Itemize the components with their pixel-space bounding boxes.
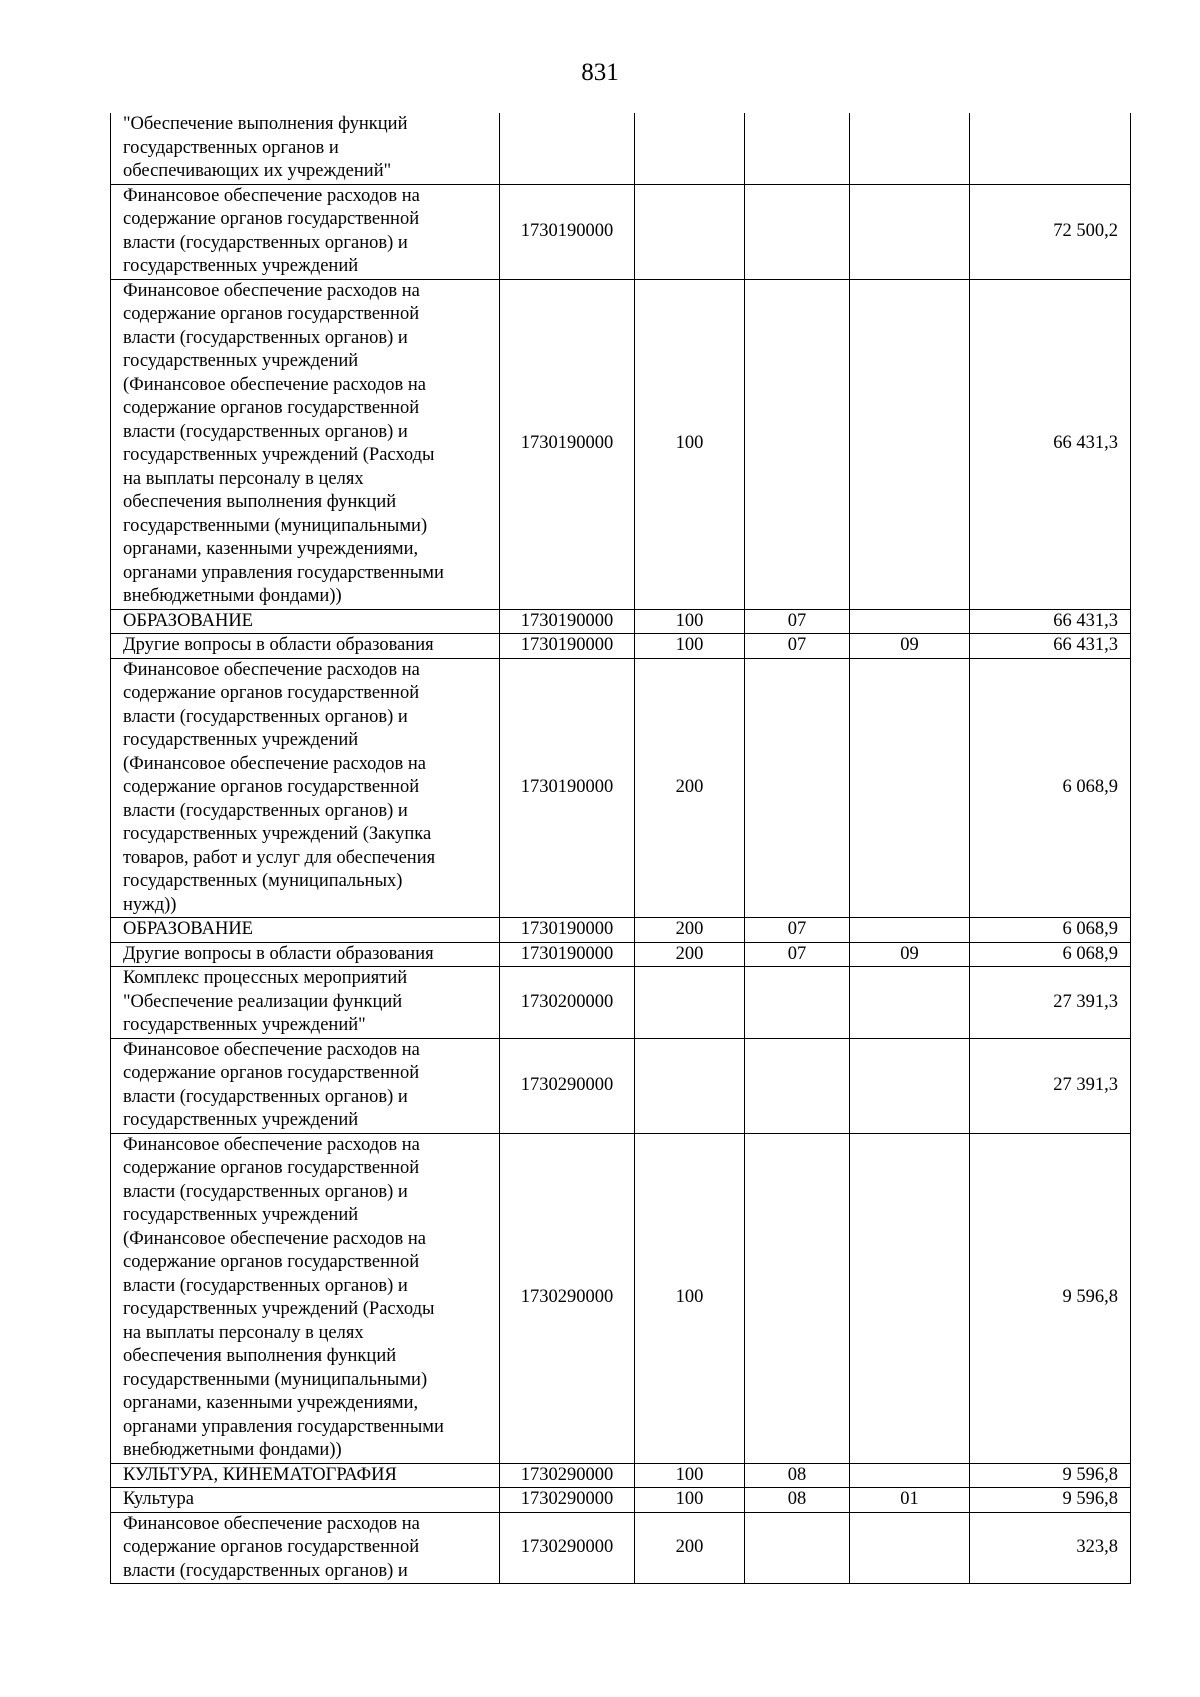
amount-cell: 9 596,8 [970,1488,1131,1513]
table-row [111,1488,1131,1513]
section-cell: 07 [745,634,850,659]
row-name-cell: "Обеспечение выполнения функций государственных органов и обеспечивающих их учреждений" [111,113,500,184]
expense-type-cell: 200 [635,918,745,943]
subsection-cell [850,1133,970,1463]
csr-code-cell: 1730190000 [500,184,635,279]
row-name-cell: ОБРАЗОВАНИЕ [111,918,500,943]
amount-cell: 27 391,3 [970,967,1131,1039]
table-row [111,279,1131,609]
subsection-cell: 09 [850,634,970,659]
expense-type-cell [635,113,745,184]
section-cell: 07 [745,609,850,634]
section-cell [745,279,850,609]
table-row [111,967,1131,1039]
subsection-cell: 01 [850,1488,970,1513]
row-name-cell: Другие вопросы в области образования [111,634,500,659]
csr-code-cell: 1730190000 [500,609,635,634]
expense-type-cell: 100 [635,279,745,609]
table-row [111,1512,1131,1584]
csr-code-cell: 1730190000 [500,634,635,659]
section-cell: 08 [745,1463,850,1488]
row-name-cell: КУЛЬТУРА, КИНЕМАТОГРАФИЯ [111,1463,500,1488]
csr-code-cell: 1730290000 [500,1512,635,1584]
section-cell: 07 [745,942,850,967]
row-name-cell: Финансовое обеспечение расходов на содержание органов государственной власти (государственных органов) и государственных учреждений (Финансовое обеспечение расходов на содержание органов государственной власти (государственных органов) и государственных учреждений (Расходы на выплаты персоналу в целях обеспечения выполнения функций государственными (муниципальными) органами, казенными учреждениями, органами управления государственными внебюджетными фондами)) [111,279,500,609]
table-row [111,113,1131,184]
amount-cell: 72 500,2 [970,184,1131,279]
budget-table [110,113,1131,1584]
row-name-cell: Комплекс процессных мероприятий "Обеспечение реализации функций государственных учреждений" [111,967,500,1039]
amount-cell: 6 068,9 [970,942,1131,967]
expense-type-cell: 200 [635,1512,745,1584]
table-row [111,942,1131,967]
subsection-cell [850,1463,970,1488]
subsection-cell [850,967,970,1039]
expense-type-cell [635,967,745,1039]
section-cell [745,1512,850,1584]
row-name-cell: Финансовое обеспечение расходов на содержание органов государственной власти (государственных органов) и государственных учреждений [111,184,500,279]
subsection-cell: 09 [850,942,970,967]
budget-table-body [111,113,1131,1584]
amount-cell [970,113,1131,184]
table-row [111,918,1131,943]
row-name-cell: Финансовое обеспечение расходов на содержание органов государственной власти (государственных органов) и государственных учреждений [111,1038,500,1133]
section-cell [745,658,850,918]
expense-type-cell: 100 [635,1133,745,1463]
amount-cell: 9 596,8 [970,1463,1131,1488]
csr-code-cell: 1730190000 [500,658,635,918]
page-number: 831 [581,59,619,86]
table-row [111,609,1131,634]
subsection-cell [850,609,970,634]
amount-cell: 66 431,3 [970,279,1131,609]
row-name-cell: ОБРАЗОВАНИЕ [111,609,500,634]
subsection-cell [850,1512,970,1584]
table-row [111,634,1131,659]
table-row [111,1038,1131,1133]
csr-code-cell: 1730200000 [500,967,635,1039]
amount-cell: 66 431,3 [970,634,1131,659]
subsection-cell [850,1038,970,1133]
csr-code-cell: 1730290000 [500,1463,635,1488]
expense-type-cell: 200 [635,942,745,967]
section-cell [745,1038,850,1133]
table-row [111,1133,1131,1463]
table-row [111,184,1131,279]
amount-cell: 6 068,9 [970,918,1131,943]
csr-code-cell: 1730190000 [500,918,635,943]
subsection-cell [850,279,970,609]
row-name-cell: Финансовое обеспечение расходов на содержание органов государственной власти (государственных органов) и [111,1512,500,1584]
section-cell: 08 [745,1488,850,1513]
expense-type-cell: 100 [635,1488,745,1513]
subsection-cell [850,918,970,943]
row-name-cell: Культура [111,1488,500,1513]
csr-code-cell: 1730190000 [500,279,635,609]
section-cell [745,113,850,184]
expense-type-cell [635,184,745,279]
row-name-cell: Финансовое обеспечение расходов на содержание органов государственной власти (государственных органов) и государственных учреждений (Финансовое обеспечение расходов на содержание органов государственной власти (государственных органов) и государственных учреждений (Расходы на выплаты персоналу в целях обеспечения выполнения функций государственными (муниципальными) органами, казенными учреждениями, органами управления государственными внебюджетными фондами)) [111,1133,500,1463]
section-cell [745,967,850,1039]
amount-cell: 323,8 [970,1512,1131,1584]
expense-type-cell: 200 [635,658,745,918]
expense-type-cell: 100 [635,609,745,634]
csr-code-cell: 1730290000 [500,1133,635,1463]
subsection-cell [850,184,970,279]
amount-cell: 9 596,8 [970,1133,1131,1463]
subsection-cell [850,658,970,918]
expense-type-cell [635,1038,745,1133]
section-cell [745,1133,850,1463]
row-name-cell: Другие вопросы в области образования [111,942,500,967]
subsection-cell [850,113,970,184]
amount-cell: 27 391,3 [970,1038,1131,1133]
expense-type-cell: 100 [635,1463,745,1488]
csr-code-cell [500,113,635,184]
csr-code-cell: 1730190000 [500,942,635,967]
expense-type-cell: 100 [635,634,745,659]
amount-cell: 6 068,9 [970,658,1131,918]
table-row [111,1463,1131,1488]
csr-code-cell: 1730290000 [500,1488,635,1513]
section-cell: 07 [745,918,850,943]
table-row [111,658,1131,918]
amount-cell: 66 431,3 [970,609,1131,634]
csr-code-cell: 1730290000 [500,1038,635,1133]
section-cell [745,184,850,279]
row-name-cell: Финансовое обеспечение расходов на содержание органов государственной власти (государственных органов) и государственных учреждений (Финансовое обеспечение расходов на содержание органов государственной власти (государственных органов) и государственных учреждений (Закупка товаров, работ и услуг для обеспечения государственных (муниципальных) нужд)) [111,658,500,918]
